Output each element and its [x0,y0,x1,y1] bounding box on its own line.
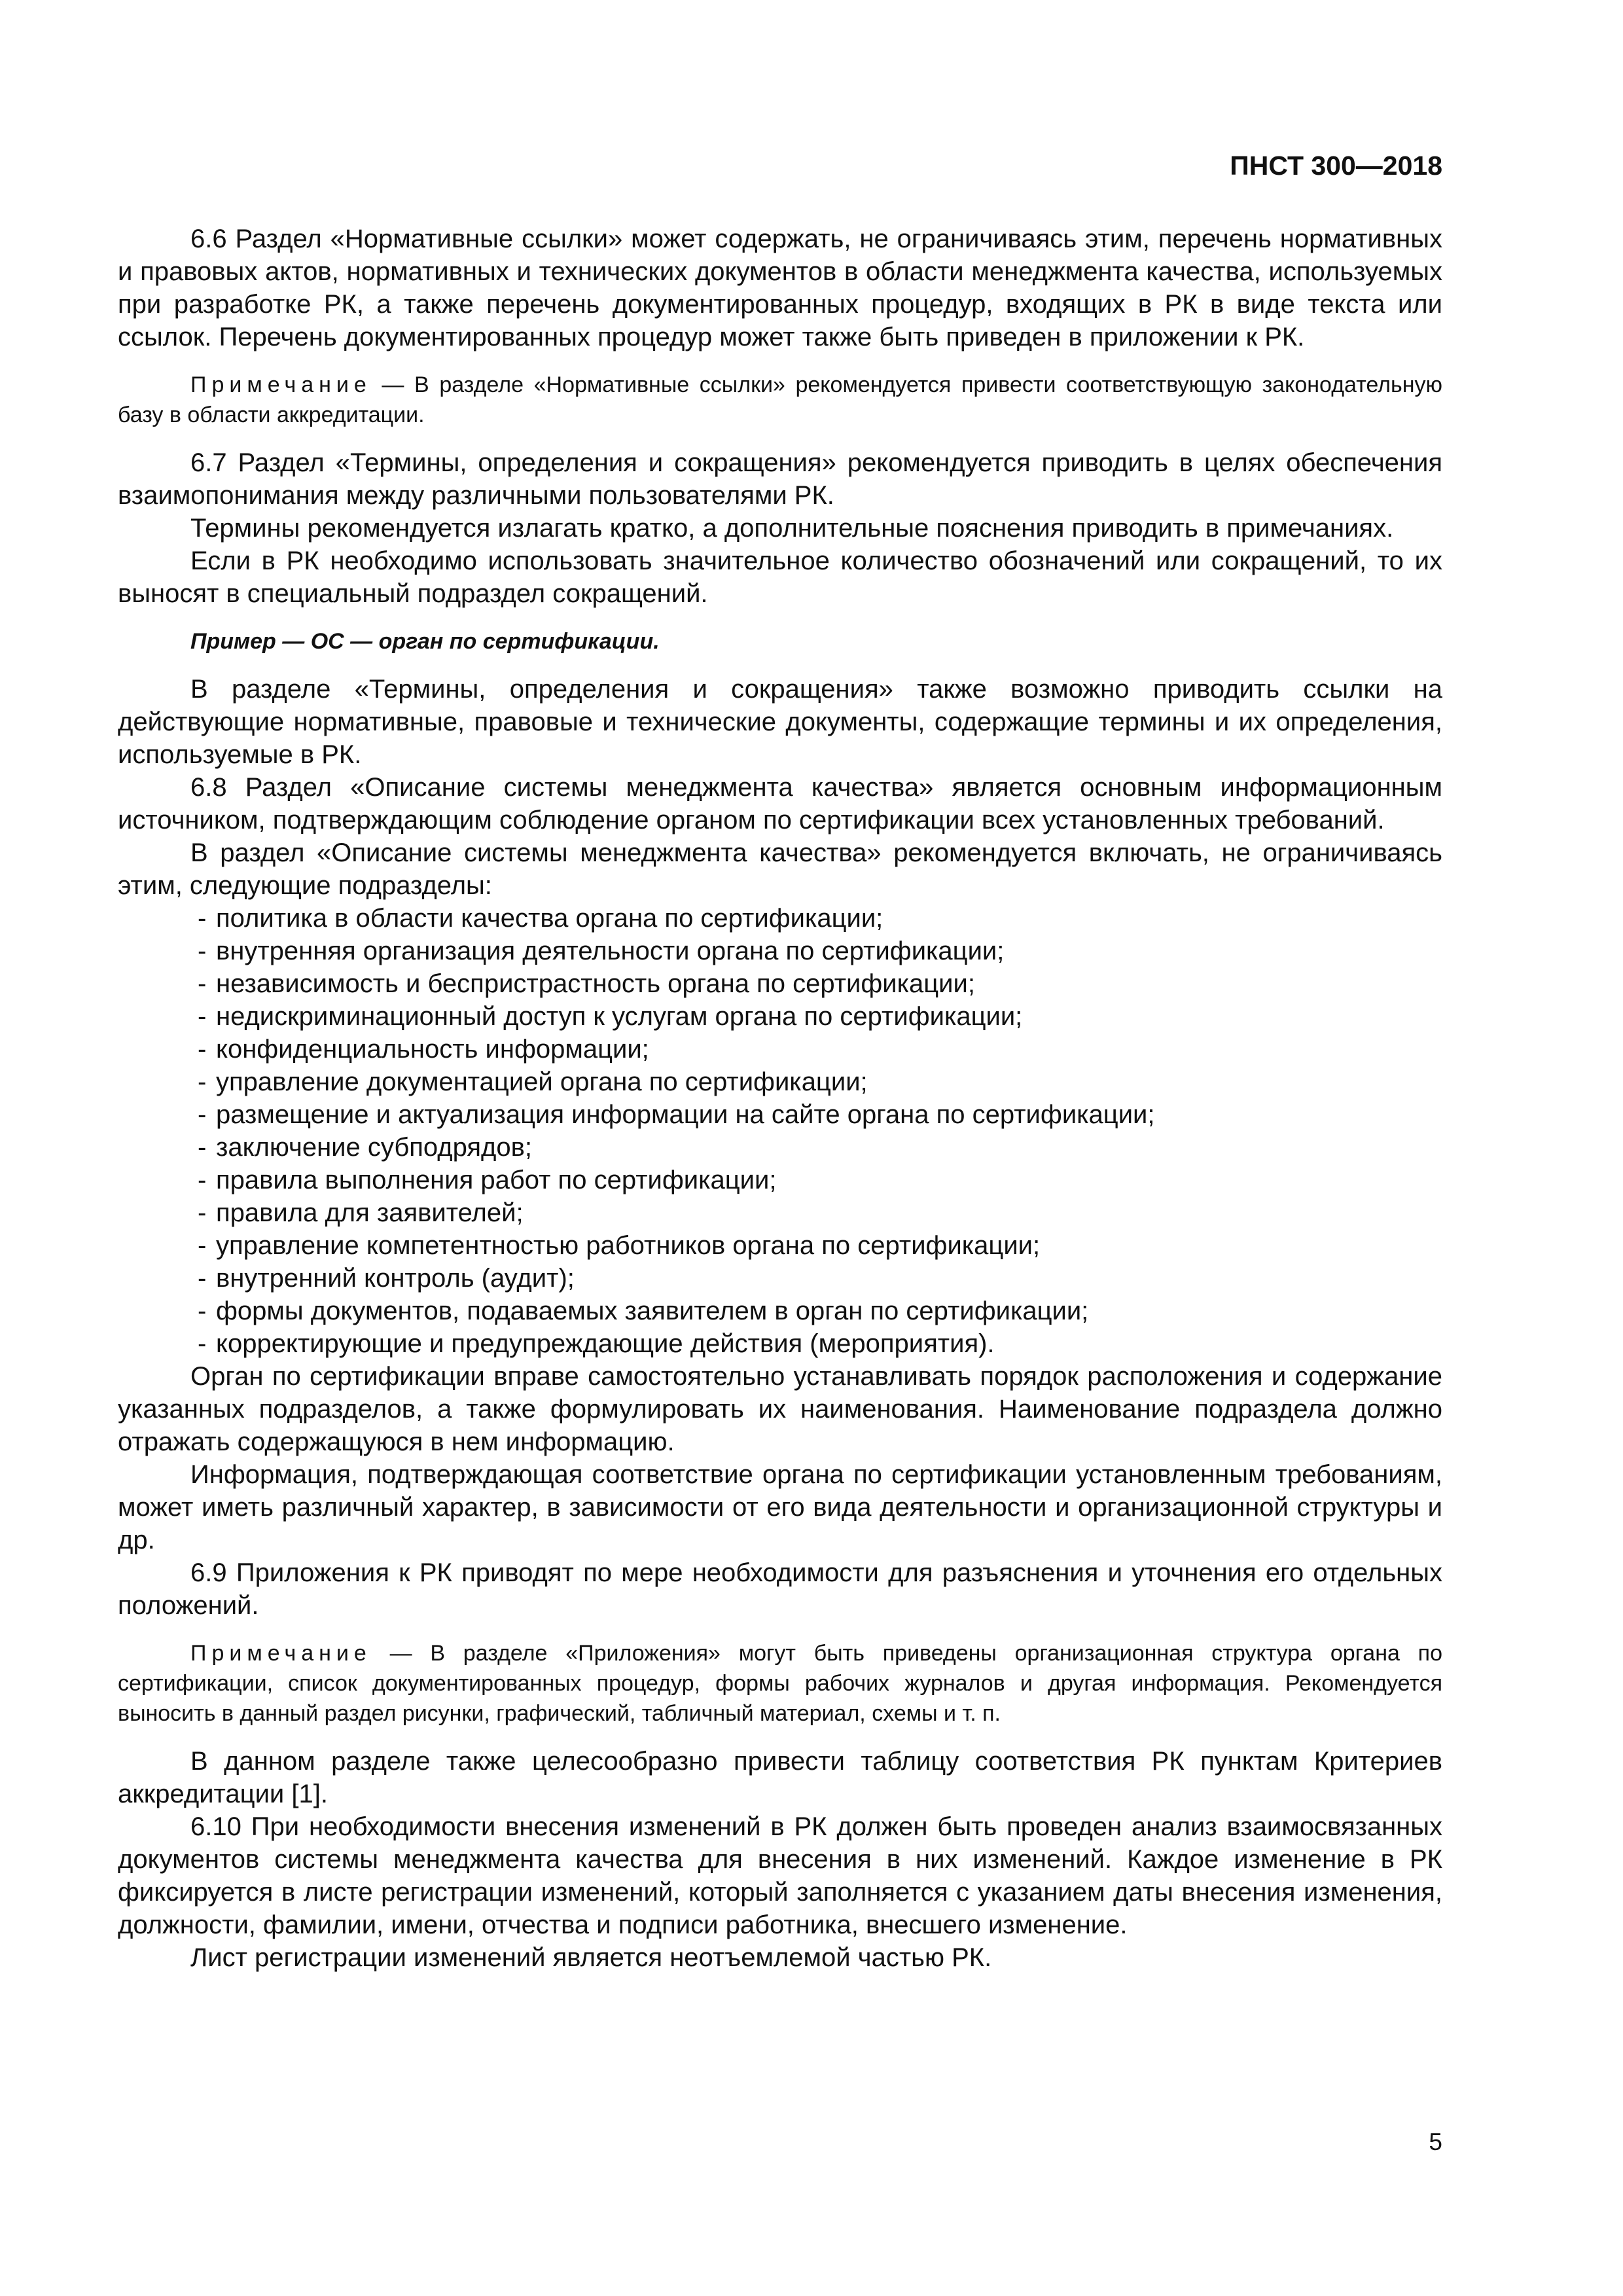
list-item: - конфиденциальность информации; [118,1033,1442,1066]
paragraph-subsections-intro: В раздел «Описание системы менеджмента качества» рекомендуется включать, не ограничиваясь этим, следующие подразделы: [118,838,1442,900]
paragraph-6-7: 6.7 Раздел «Термины, определения и сокращения» рекомендуется приводить в целях обеспечения взаимопонимания между различными пользователями РК. [118,448,1442,510]
example-abbreviation: Пример — ОС — орган по сертификации. [190,629,660,654]
list-item: - заключение субподрядов; [118,1131,1442,1164]
subsections-list [118,902,1442,1360]
paragraph-terms-brief: Термины рекомендуется излагать кратко, а дополнительные пояснения приводить в примечаниях. [190,514,1394,543]
paragraph-abbreviations: Если в РК необходимо использовать значительное количество обозначений или сокращений, то их выносят в специальный подраздел сокращений. [118,547,1442,608]
list-item: - управление документацией органа по сертификации; [118,1066,1442,1098]
list-item: - внутренняя организация деятельности органа по сертификации; [118,935,1442,967]
paragraph-subsection-order: Орган по сертификации вправе самостоятельно устанавливать порядок расположения и содержание указанных подразделов, а также формулировать их наименования. Наименование подраздела должно отражать содержащуюся в нем информацию. [118,1362,1442,1456]
paragraph-terms-references: В разделе «Термины, определения и сокращения» также возможно приводить ссылки на действующие нормативные, правовые и технические документы, содержащие термины и их определения, используемые в РК. [118,675,1442,769]
list-item: - формы документов, подаваемых заявителем в орган по сертификации; [118,1295,1442,1327]
document-designation: ПНСТ 300—2018 [1230,151,1442,181]
paragraph-6-10: 6.10 При необходимости внесения изменений в РК должен быть проведен анализ взаимосвязанных документов системы менеджмента качества для внесения в них изменений. Каждое изменение в РК фиксируется в листе регистрации изменений, который заполняется с указанием даты внесения изменения, должности, фамилии, имени, отчества и подписи работника, внесшего изменение. [118,1812,1442,1939]
list-item: - управление компетентностью работников органа по сертификации; [118,1229,1442,1262]
list-item: - независимость и беспристрастность органа по сертификации; [118,967,1442,1000]
list-item: - правила для заявителей; [118,1196,1442,1229]
paragraph-6-6: 6.6 Раздел «Нормативные ссылки» может содержать, не ограничиваясь этим, перечень нормативных и правовых актов, нормативных и технических документов в области менеджмента качества, используемых при разработке РК, а также перечень документированных процедур, входящих в РК в виде текста или ссылок. Перечень документированных процедур может также быть приведен в приложении к РК. [118,224,1442,351]
note-text: — В разделе «Нормативные ссылки» рекомендуется привести соответствующую законодательную базу в области аккредитации. [118,372,1442,427]
note-text: — В разделе «Приложения» могут быть приведены организационная структура органа по сертификации, список документированных процедур, формы рабочих журналов и другая информация. Рекомендуется выносить в данный раздел рисунки, графический, табличный материал, схемы и т. п. [118,1641,1442,1726]
page-body [118,223,1442,1974]
paragraph-change-sheet: Лист регистрации изменений является неотъемлемой частью РК. [190,1943,992,1972]
note-label: Примечание [190,1641,372,1666]
note-appendices [118,1638,1442,1729]
paragraph-6-9: 6.9 Приложения к РК приводят по мере необходимости для разъяснения и уточнения его отдельных положений. [118,1558,1442,1620]
list-item: - недискриминационный доступ к услугам органа по сертификации; [118,1000,1442,1033]
list-item: - правила выполнения работ по сертификации; [118,1164,1442,1196]
page-number: 5 [1429,2128,1442,2155]
note-normative-references [118,370,1442,430]
list-item: - размещение и актуализация информации на сайте органа по сертификации; [118,1098,1442,1131]
paragraph-conformity-info: Информация, подтверждающая соответствие органа по сертификации установленным требованиям, может иметь различный характер, в зависимости от его вида деятельности и организационной структуры и др. [118,1460,1442,1554]
list-item: - политика в области качества органа по сертификации; [118,902,1442,935]
note-label: Примечание [190,372,372,397]
list-item: - внутренний контроль (аудит); [118,1262,1442,1295]
list-item: - корректирующие и предупреждающие действия (мероприятия). [118,1327,1442,1360]
paragraph-conformity-table: В данном разделе также целесообразно привести таблицу соответствия РК пунктам Критериев аккредитации [1]. [118,1747,1442,1808]
paragraph-6-8: 6.8 Раздел «Описание системы менеджмента качества» является основным информационным источником, подтверждающим соблюдение органом по сертификации всех установленных требований. [118,773,1442,834]
